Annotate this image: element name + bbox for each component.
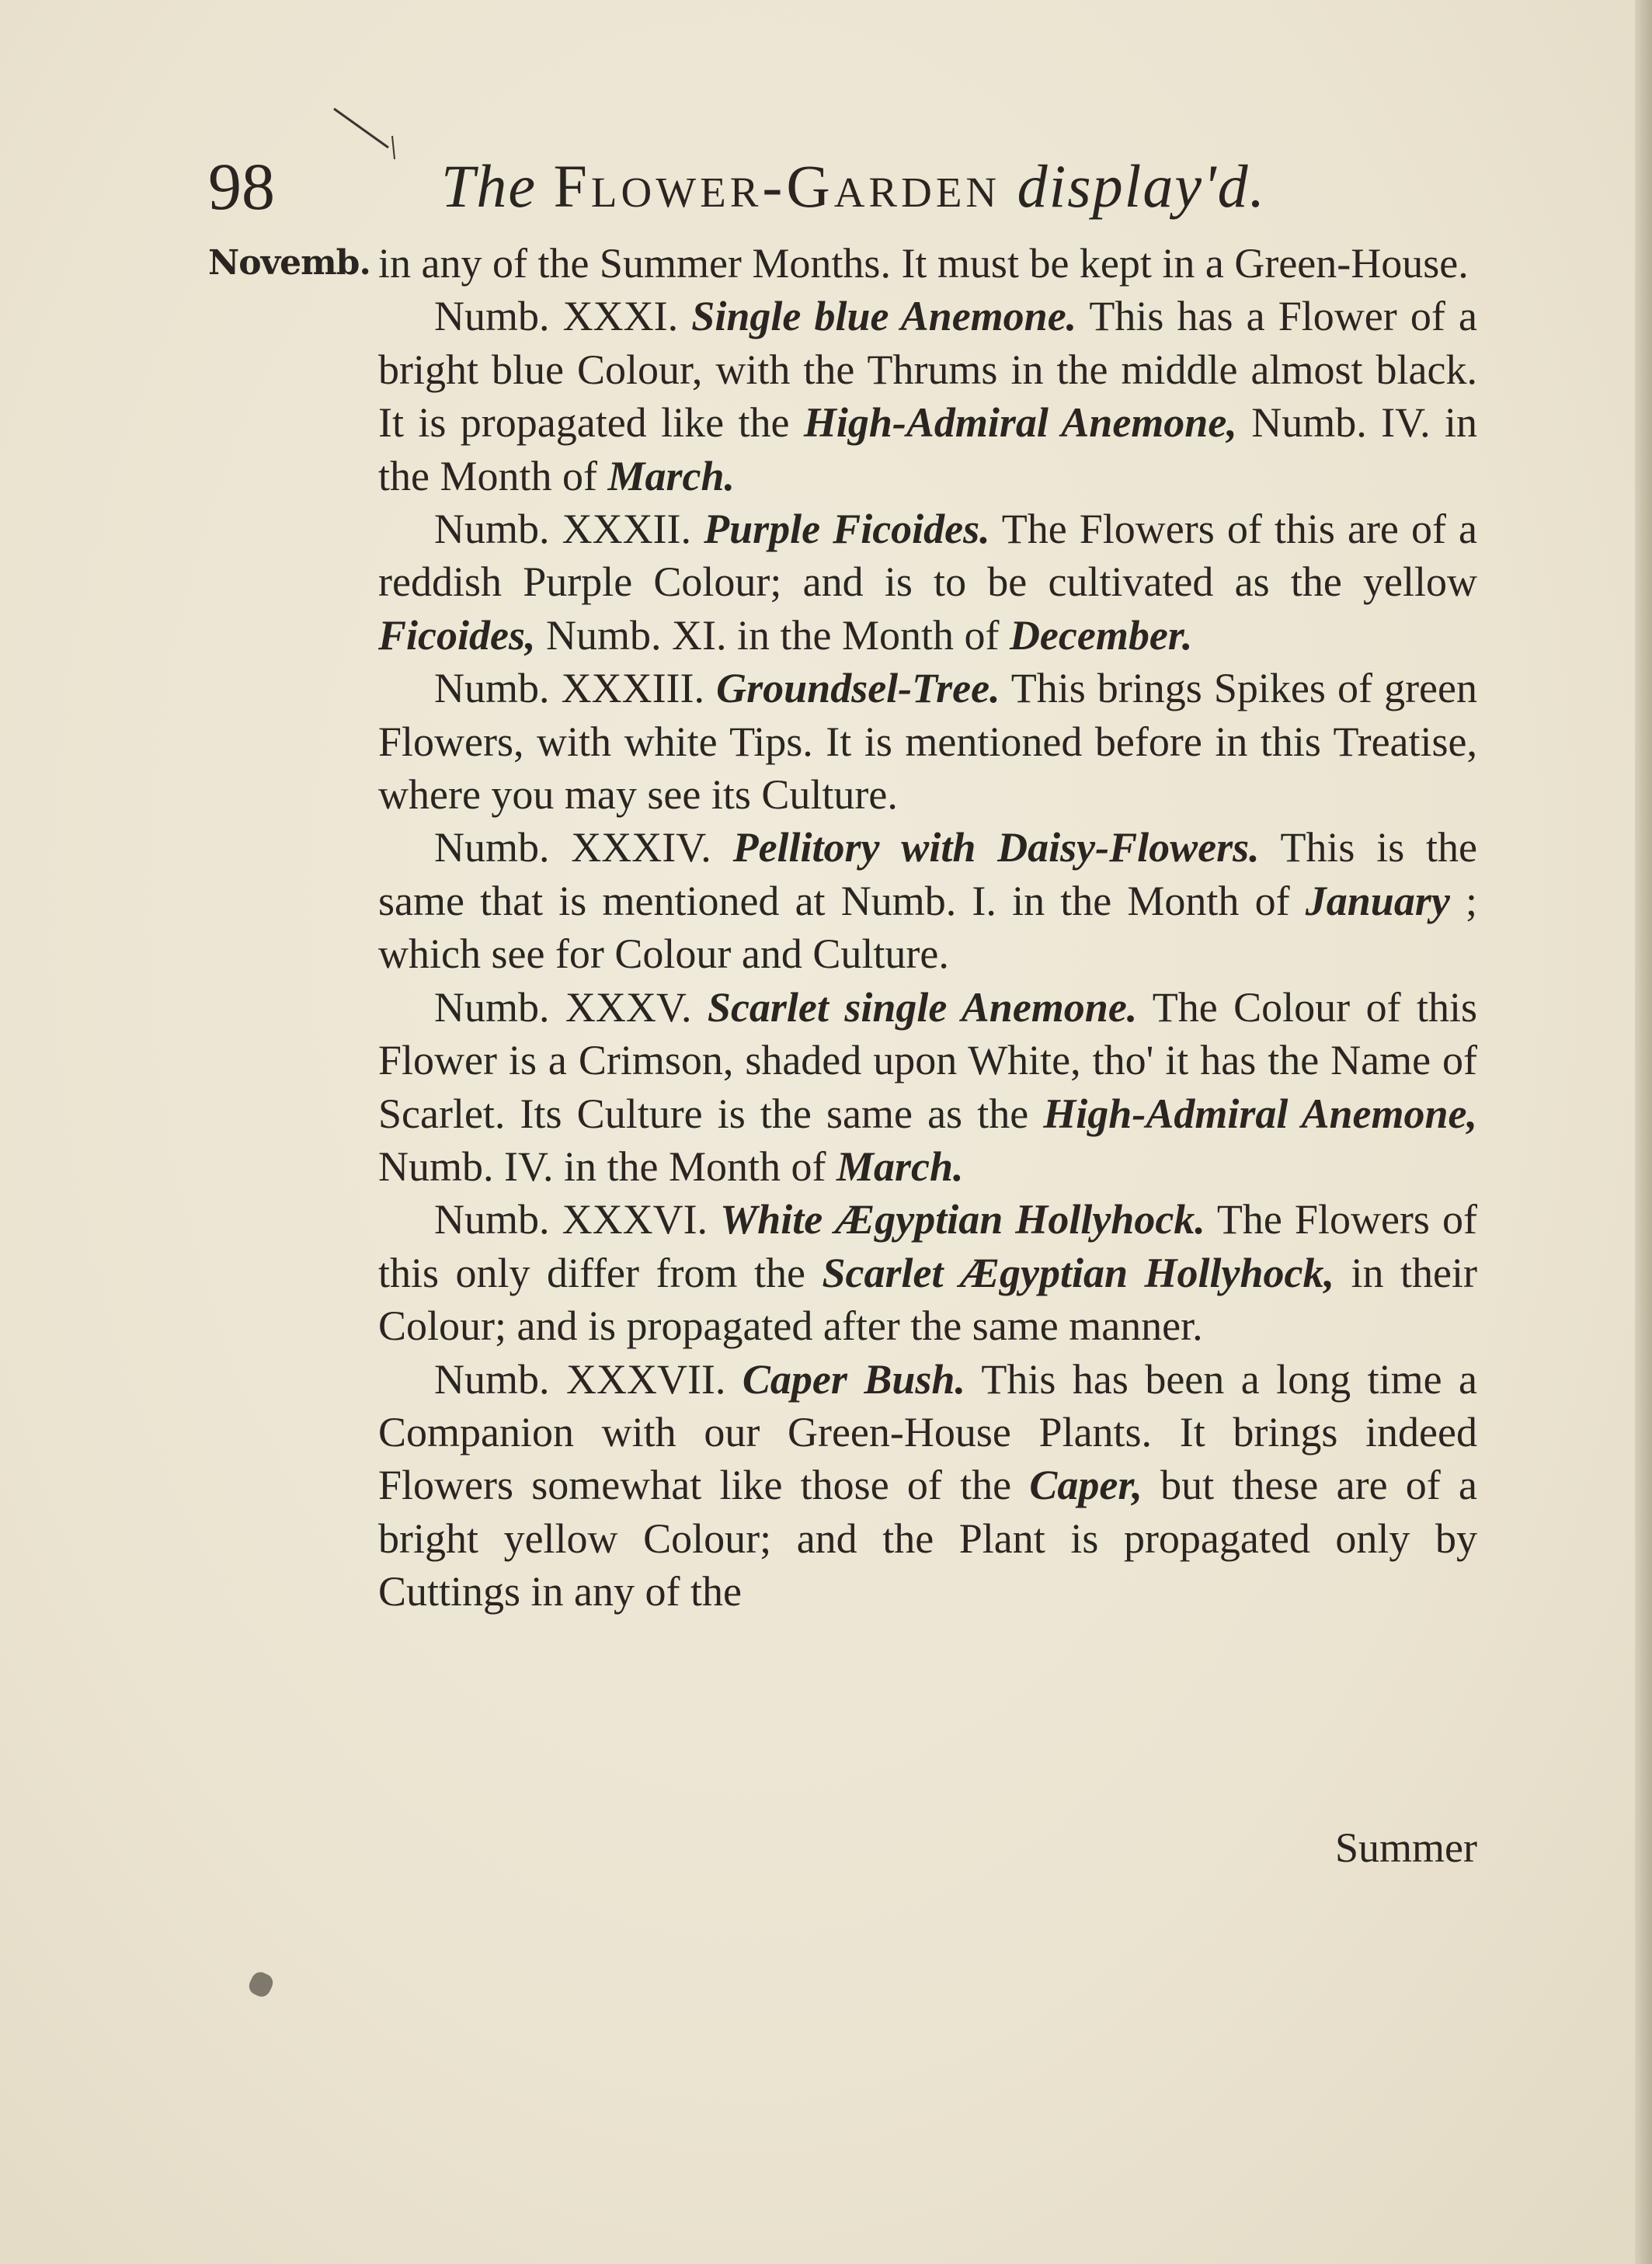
entry-xxxv (378, 981, 1477, 1194)
entry-title: Pellitory with Daisy-Flowers. (732, 824, 1260, 871)
title-main: Flower-Garden (553, 152, 1001, 220)
entry-text: The Flowers of this only differ from the (378, 1196, 1477, 1296)
entry-italic: December. (1009, 611, 1193, 659)
entry-title: White Ægyptian Hollyhock. (720, 1196, 1205, 1243)
entry-italic: Ficoides, (378, 611, 536, 659)
entry-xxxiv (378, 821, 1477, 980)
body-text (378, 237, 1477, 1619)
entry-title: Purple Ficoides. (704, 506, 990, 553)
entry-italic: Caper, (1029, 1462, 1142, 1509)
entry-xxxvii (378, 1353, 1477, 1619)
entry-title: Single blue Anemone. (691, 293, 1077, 340)
entry-text: This has a Flower of a bright blue Colour, with the Thrums in the middle almost black. It is propagated like the (378, 293, 1478, 447)
entry-italic: Scarlet Ægyptian Hollyhock, (822, 1249, 1334, 1296)
entry-number: Numb. XXXIII. (434, 665, 705, 712)
entry-text: Numb. IV. in the Month of (378, 399, 1478, 499)
page-header (208, 144, 1482, 229)
entry-text: in their Colour; and is propagated after the same manner. (378, 1249, 1477, 1350)
entry-number: Numb. XXXVII. (434, 1355, 726, 1403)
entry-text: The Colour of this Flower is a Crimson, shaded upon White, tho' it has the Name of Scarlet. Its Culture is the same as the (378, 983, 1478, 1137)
page-edge (1635, 0, 1652, 2264)
entry-italic: March. (607, 452, 736, 499)
entry-italic: High-Admiral Anemone, (1043, 1090, 1477, 1137)
entry-number: Numb. XXXV. (434, 983, 692, 1031)
entry-number: Numb. XXXVI. (434, 1196, 708, 1243)
entry-text: This brings Spikes of green Flowers, with white Tips. It is mentioned before in this Treatise, where you may see its Culture. (378, 665, 1477, 819)
entry-text: The Flowers of this are of a reddish Purple Colour; and is to be cultivated as the yellow (378, 506, 1477, 606)
entry-title: Caper Bush. (742, 1355, 965, 1403)
entry-xxxii (378, 503, 1477, 662)
entry-text: Numb. XI. in the Month of (535, 611, 1010, 659)
entry-title: Groundsel-Tree. (716, 665, 1000, 712)
entry-text: but these are of a bright yellow Colour; and the Plant is propagated only by Cuttings in any of the (378, 1462, 1477, 1615)
marginal-month-note: Novemb. (208, 243, 370, 283)
entry-xxxi (378, 290, 1477, 503)
paragraph-continuation: in any of the Summer Months. It must be kept in a Green-House. (378, 240, 1469, 287)
entry-title: Scarlet single Anemone. (707, 983, 1138, 1031)
entry-text: ; which see for Colour and Culture. (378, 877, 1477, 978)
catchword: Summer (1335, 1824, 1477, 1871)
entry-number: Numb. XXXI. (434, 293, 679, 340)
entry-text: This has been a long time a Companion with our Green-House Plants. It brings indeed Flowers somewhat like those of the (378, 1355, 1478, 1509)
entry-number: Numb. XXXIV. (434, 824, 711, 871)
entry-text: Numb. IV. in the Month of (378, 1142, 836, 1190)
ink-smudge (246, 1969, 276, 1999)
entry-number: Numb. XXXII. (434, 506, 692, 553)
entry-xxxvi (378, 1193, 1477, 1352)
entry-italic: High-Admiral Anemone, (803, 399, 1237, 447)
entry-text: This is the same that is mentioned at Numb. I. in the Month of (378, 824, 1477, 924)
page-number: 98 (208, 149, 275, 224)
entry-italic: March. (836, 1142, 964, 1190)
title-the: The (441, 152, 537, 220)
entry-italic: January (1305, 877, 1450, 924)
running-title (441, 144, 1266, 229)
entry-xxxiii (378, 662, 1477, 821)
title-end: display'd. (1017, 152, 1267, 220)
